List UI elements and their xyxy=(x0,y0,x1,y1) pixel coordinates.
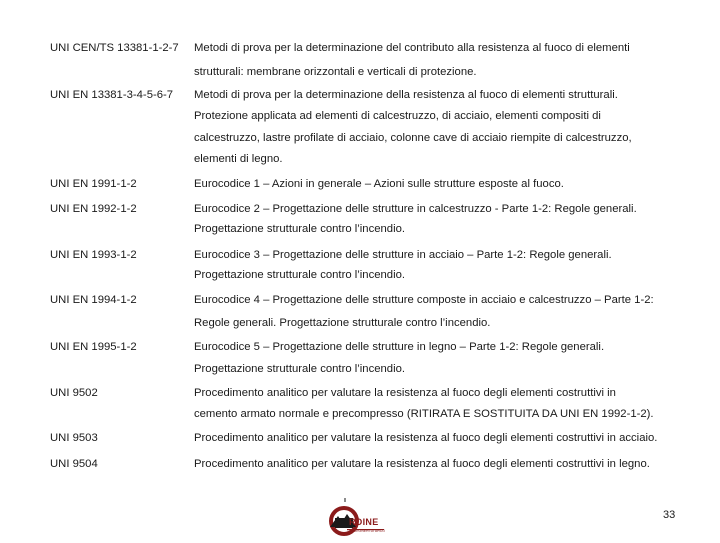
norm-description-line: Progettazione strutturale contro l’incendio. xyxy=(194,269,405,281)
norm-code: UNI 9502 xyxy=(50,387,98,399)
norm-description-line: Procedimento analitico per valutare la resistenza al fuoco degli elementi costruttivi in legno. xyxy=(194,458,650,470)
norm-code: UNI 9503 xyxy=(50,432,98,444)
norm-description-line: Protezione applicata ad elementi di calcestruzzo, di acciaio, elementi compositi di xyxy=(194,110,601,122)
page-number: 33 xyxy=(663,509,676,521)
norm-code: UNI EN 1993-1-2 xyxy=(50,249,137,261)
norm-description-line: Progettazione strutturale contro l’incendio. xyxy=(194,363,405,375)
norm-description-line: calcestruzzo, lastre profilate di acciaio, colonne cave di acciaio riempite di calcestruzzo, xyxy=(194,132,632,144)
norm-code: UNI EN 1992-1-2 xyxy=(50,203,137,215)
norm-description-line: cemento armato normale e precompresso (RITIRATA E SOSTITUITA DA UNI EN 1992-1-2). xyxy=(194,408,654,420)
logo-subtext: INGEGNERI DI ARCO xyxy=(350,529,386,533)
norm-description-line: Procedimento analitico per valutare la resistenza al fuoco degli elementi costruttivi in acciaio. xyxy=(194,432,658,444)
norm-description-line: strutturali: membrane orizzontali e verticali di protezione. xyxy=(194,66,477,78)
norm-description-line: elementi di legno. xyxy=(194,153,283,165)
norm-description-line: Metodi di prova per la determinazione della resistenza al fuoco di elementi strutturali. xyxy=(194,89,618,101)
norm-description-line: Regole generali. Progettazione strutturale contro l’incendio. xyxy=(194,317,491,329)
norm-description-line: Eurocodice 4 – Progettazione delle strutture composte in acciaio e calcestruzzo – Parte 1-2: xyxy=(194,294,654,306)
norm-code: UNI EN 1995-1-2 xyxy=(50,341,137,353)
norm-description-line: Metodi di prova per la determinazione del contributo alla resistenza al fuoco di elementi xyxy=(194,42,630,54)
norm-description-line: Eurocodice 5 – Progettazione delle strutture in legno – Parte 1-2: Regole generali. xyxy=(194,341,605,353)
norm-code: UNI 9504 xyxy=(50,458,98,470)
norm-code: UNI EN 1994-1-2 xyxy=(50,294,137,306)
logo-text: RDINE xyxy=(349,517,379,527)
norm-description-line: Progettazione strutturale contro l’incendio. xyxy=(194,223,405,235)
norm-code: UNI EN 13381-3-4-5-6-7 xyxy=(50,89,174,101)
norm-description-line: Eurocodice 1 – Azioni in generale – Azioni sulle strutture esposte al fuoco. xyxy=(194,178,564,190)
norm-code: UNI CEN/TS 13381-1-2-7 xyxy=(50,42,179,54)
norm-description-line: Eurocodice 3 – Progettazione delle strutture in acciaio – Parte 1-2: Regole generali. xyxy=(194,249,612,261)
norm-description-line: Procedimento analitico per valutare la resistenza al fuoco degli elementi costruttivi in xyxy=(194,387,616,399)
norm-description-line: Eurocodice 2 – Progettazione delle strutture in calcestruzzo - Parte 1-2: Regole generali. xyxy=(194,203,637,215)
norm-code: UNI EN 1991-1-2 xyxy=(50,178,137,190)
